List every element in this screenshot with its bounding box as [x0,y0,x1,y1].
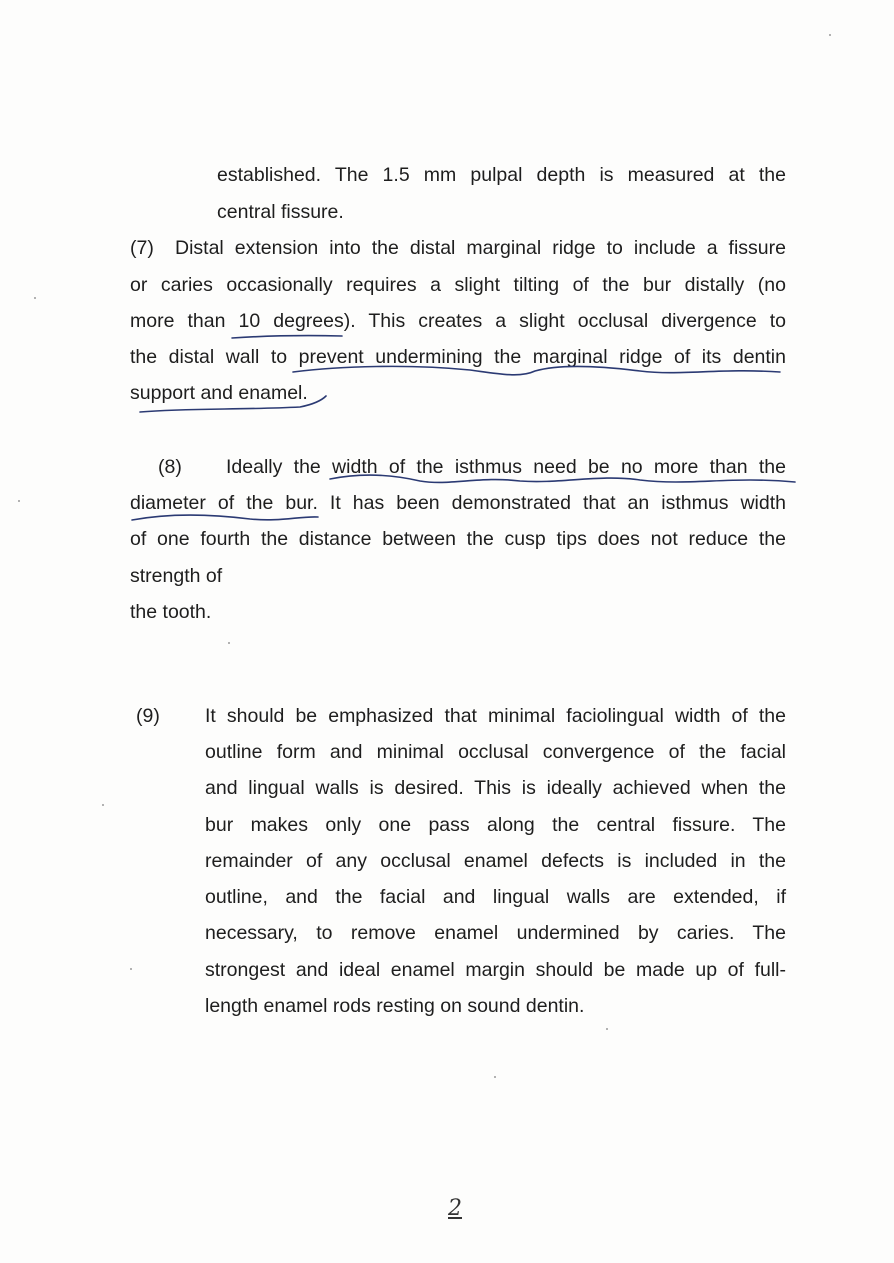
item-7-line-4: the distal wall to prevent undermining the marginal ridge of its dentin [130,346,786,368]
scan-speck [494,1076,496,1078]
continuation-line-2: central fissure. [217,201,344,223]
item-8-number: (8) [158,456,182,478]
item-9-line-5: remainder of any occlusal enamel defects is included in the [205,850,786,872]
item-7-line-5: support and enamel. [130,382,308,404]
item-7-line-3: more than 10 degrees). This creates a slight occlusal divergence to [130,310,786,332]
item-9-line-7: necessary, to remove enamel undermined by caries. The [205,922,786,944]
item-8-line-5: the tooth. [130,601,212,623]
item-9-line-1: It should be emphasized that minimal faciolingual width of the [205,705,786,727]
item-9-line-6: outline, and the facial and lingual walls are extended, if [205,886,786,908]
item-7-line-1: Distal extension into the distal marginal ridge to include a fissure [175,237,786,259]
item-7-line-2: or caries occasionally requires a slight tilting of the bur distally (no [130,274,786,296]
scan-speck [34,297,36,299]
item-9-line-4: bur makes only one pass along the central fissure. The [205,814,786,836]
item-7-number: (7) [130,237,154,259]
scan-speck [18,500,20,502]
item-9-line-8: strongest and ideal enamel margin should be made up of full- [205,959,786,981]
underline-diameter-bur [132,515,318,520]
page-number: 2 [448,1196,462,1221]
item-8-line-3: of one fourth the distance between the cusp tips does not reduce the [130,528,786,550]
underline-10-degrees [232,336,342,338]
item-9-number: (9) [136,705,160,727]
scan-speck [130,968,132,970]
scan-speck [102,804,104,806]
item-8-line-1: Ideally the width of the isthmus need be no more than the [226,456,786,478]
item-9-line-3: and lingual walls is desired. This is ideally achieved when the [205,777,786,799]
scan-speck [228,642,230,644]
scan-speck [606,1028,608,1030]
scan-speck [829,34,831,36]
item-8-line-4: strength of [130,565,223,587]
item-9-line-9: length enamel rods resting on sound dentin. [205,995,585,1017]
continuation-line-1: established. The 1.5 mm pulpal depth is measured at the [217,164,786,186]
item-8-line-2: diameter of the bur. It has been demonstrated that an isthmus width [130,492,786,514]
item-9-line-2: outline form and minimal occlusal convergence of the facial [205,741,786,763]
